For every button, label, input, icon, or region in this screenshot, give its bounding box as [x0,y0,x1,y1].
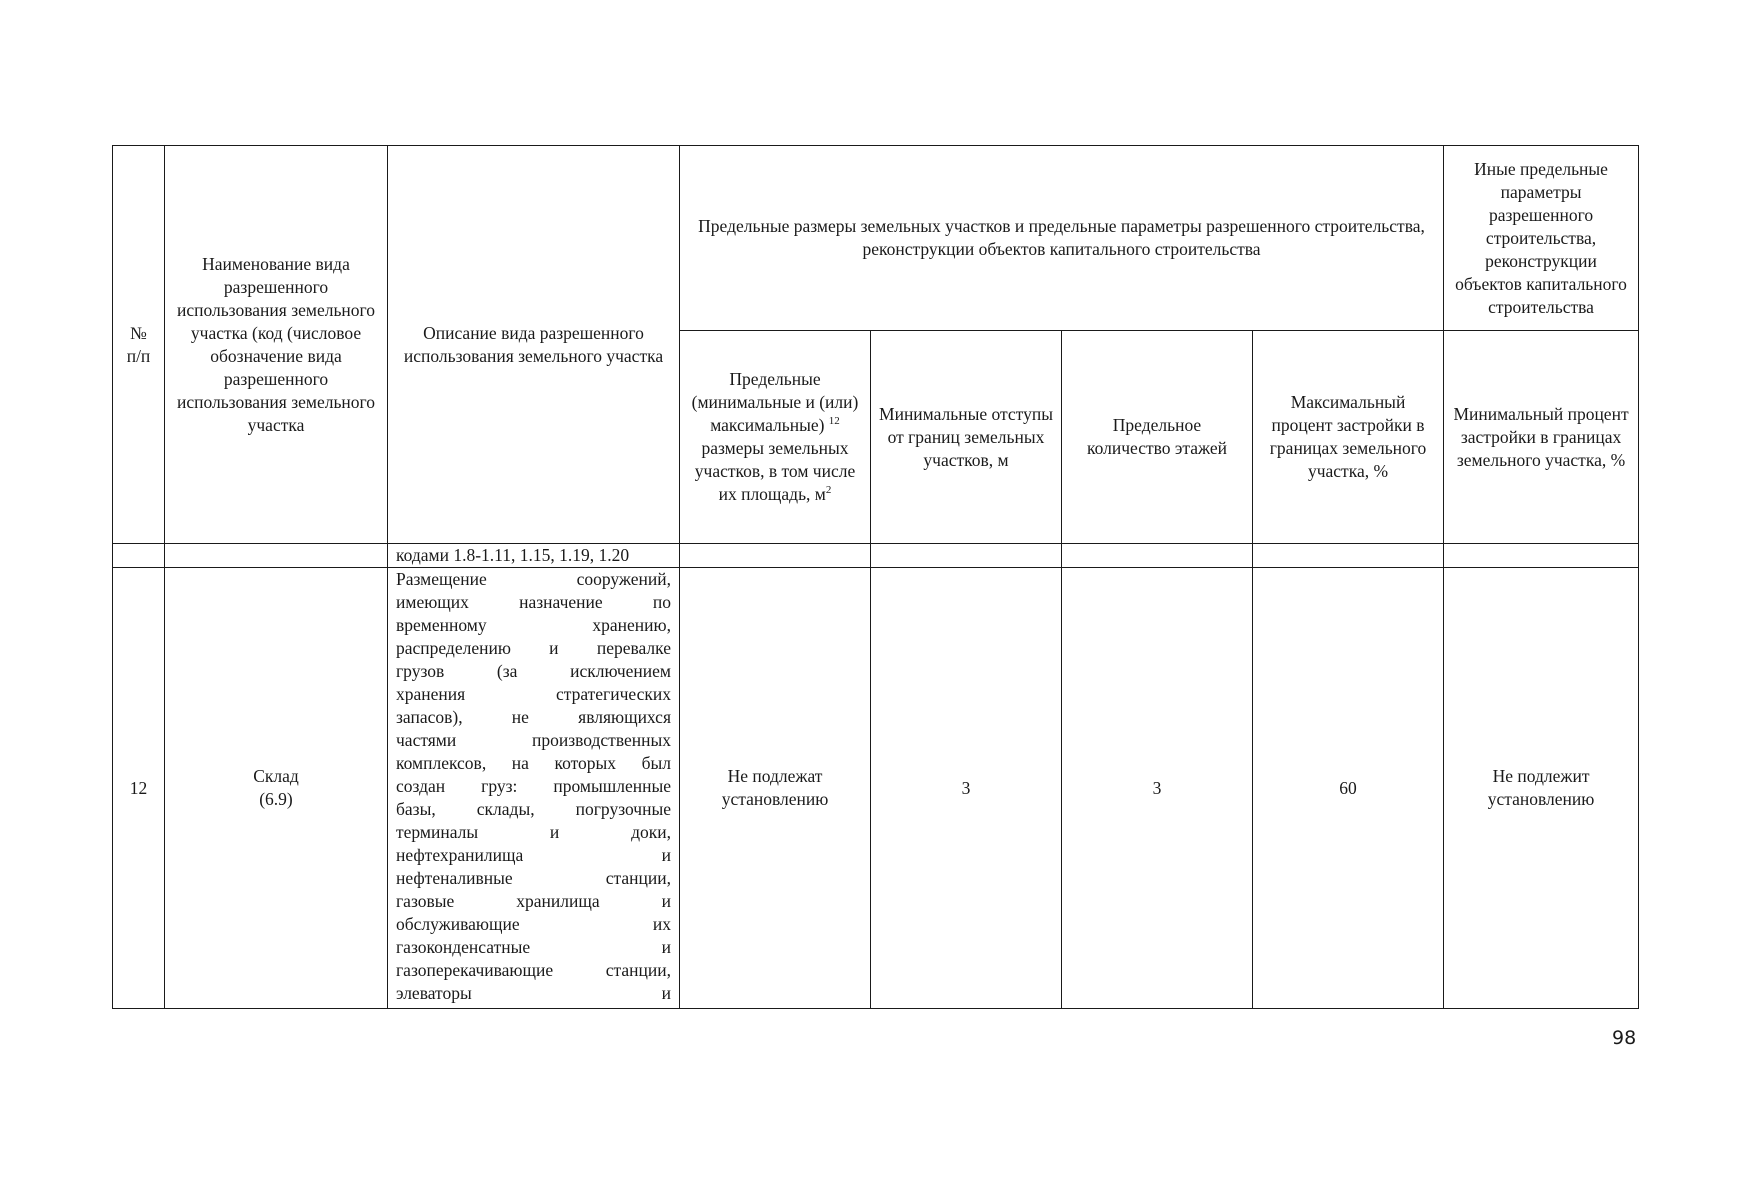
header-other-group: Иные предельные параметры разрешенного строительства, реконструкции объектов капитального строительства [1444,146,1639,331]
row-num: 12 [113,568,165,1009]
continuation-description: кодами 1.8-1.11, 1.15, 1.19, 1.20 [388,544,680,568]
header-setbacks: Минимальные отступы от границ земельных участков, м [871,331,1062,544]
row-code: (6.9) [259,789,293,809]
description-line: нефтеналивные станции, [396,868,671,888]
description-line: запасов), не являющихся [396,707,671,727]
row-floors: 3 [1062,568,1253,1009]
description-line: газоперекачивающие станции, [396,960,671,980]
description-line: газовые хранилища и [396,891,671,911]
table-row [113,568,1639,1009]
description-line: временному хранению, [396,615,671,635]
zoning-parameters-table [112,145,1639,1009]
row-plot-size: Не подлежат установлению [680,568,871,1009]
header-max-coverage: Максимальный процент застройки в границах земельного участка, % [1253,331,1444,544]
description-line: комплексов, на которых был [396,753,671,773]
description-line: терминалы и доки, [396,822,671,842]
description-line: создан груз: промышленные [396,776,671,796]
description-line: частями производственных [396,730,671,750]
description-line: базы, склады, погрузочные [396,799,671,819]
row-setbacks: 3 [871,568,1062,1009]
description-line: хранения стратегических [396,684,671,704]
description-line: имеющих назначение по [396,592,671,612]
header-name: Наименование вида разрешенного использования земельного участка (код (числовое обозначение вида разрешенного использования земельного участка [165,146,388,544]
row-min-coverage: Не подлежит установлению [1444,568,1639,1009]
description-line: грузов (за исключением [396,661,671,681]
description-line: Размещение сооружений, [396,569,671,589]
row-description [388,568,680,1009]
row-name-label: Склад [253,766,299,786]
description-line: обслуживающие их [396,914,671,934]
row-name [165,568,388,1009]
continuation-row [113,544,1639,568]
description-line: нефтехранилища и [396,845,671,865]
header-description: Описание вида разрешенного использования земельного участка [388,146,680,544]
header-num: № п/п [113,146,165,544]
header-floors: Предельное количество этажей [1062,331,1253,544]
header-limits-group: Предельные размеры земельных участков и предельные параметры разрешенного строительства, реконструкции объектов капитального строительства [680,146,1444,331]
row-max-coverage: 60 [1253,568,1444,1009]
page-number: 98 [1612,1027,1637,1049]
header-plot-size: Предельные (минимальные и (или) максимальные) $^{12}$ размеры земельных участков, в том числе их площадь, $м^2$ [680,331,871,544]
header-min-coverage: Минимальный процент застройки в границах земельного участка, % [1444,331,1639,544]
description-line: распределению и перевалке [396,638,671,658]
description-line: газоконденсатные и [396,937,671,957]
description-line: элеваторы и [396,983,671,1003]
